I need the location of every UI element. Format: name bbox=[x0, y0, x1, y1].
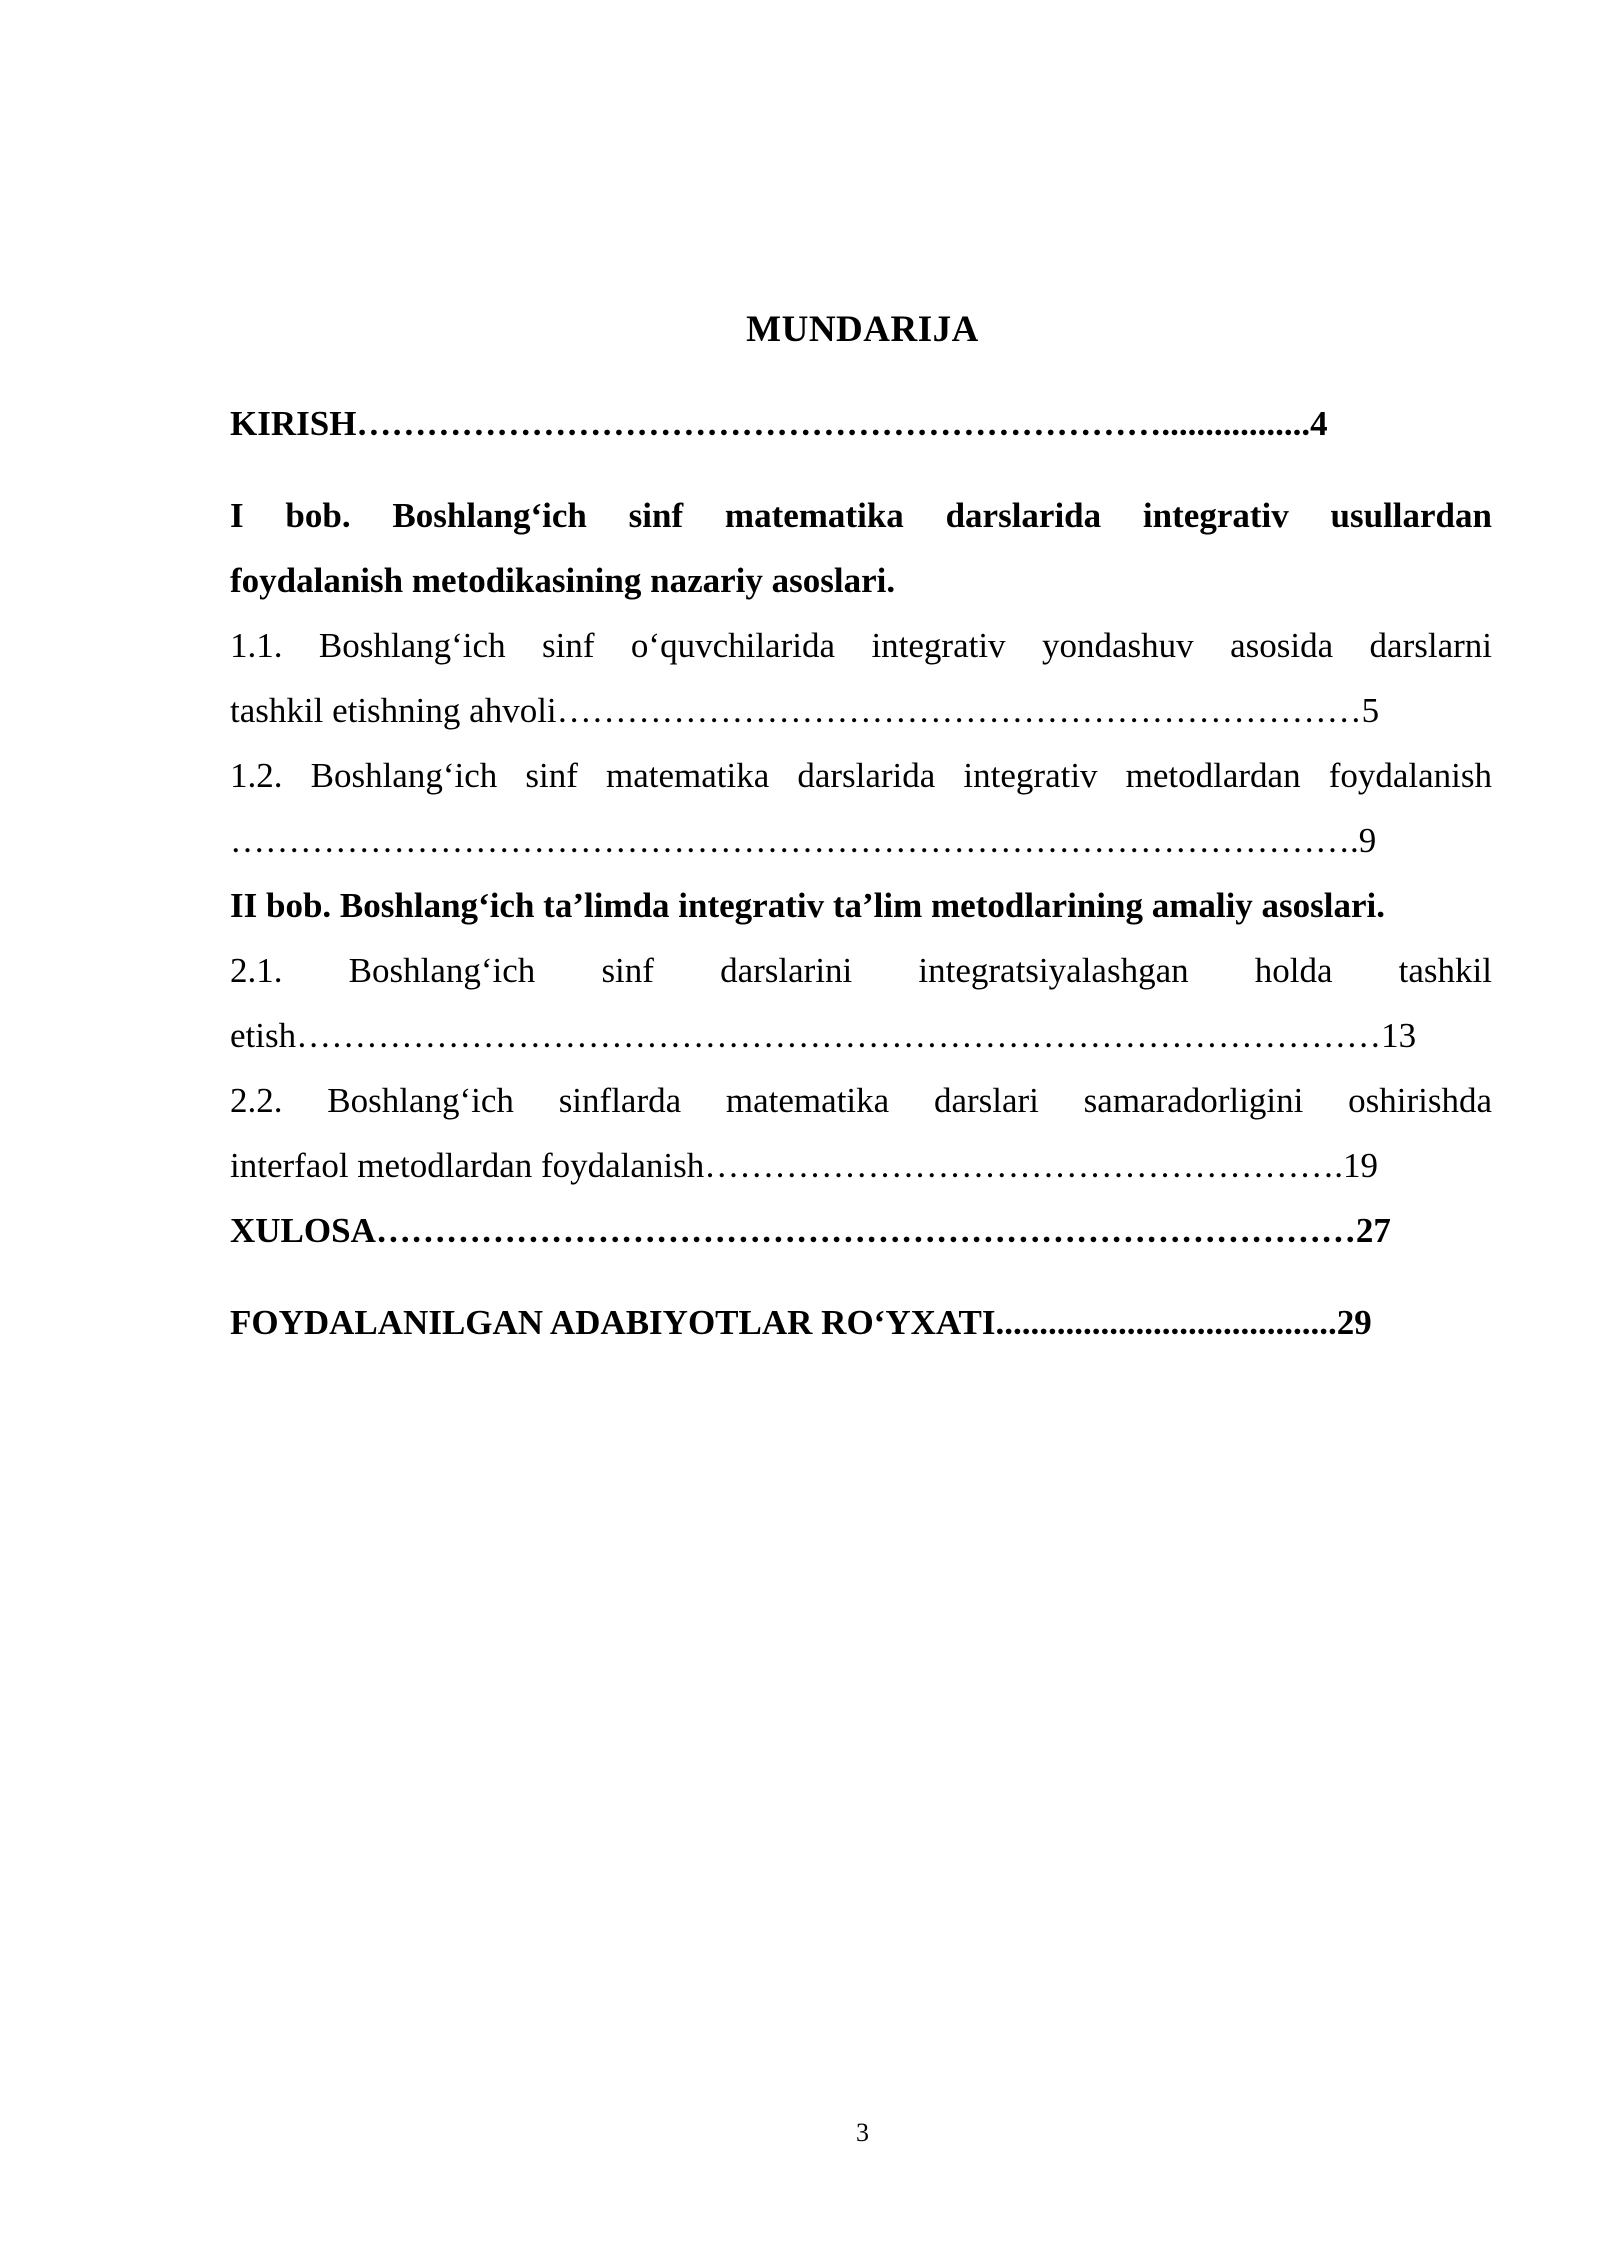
toc-chapter-1-line-1: I bob. Boshlang‘ich sinf matematika darslarida integrativ usullardan bbox=[230, 496, 1492, 535]
toc-section-1-2-line-2: …………………………………………………………………………………….9 bbox=[230, 821, 1377, 860]
toc-entry-xulosa: XULOSA…………………………………………………………………………27 bbox=[230, 1211, 1391, 1250]
toc-section-1-2-line-1: 1.2. Boshlang‘ich sinf matematika darslarida integrativ metodlardan foydalanish bbox=[230, 756, 1492, 795]
page-number: 3 bbox=[856, 2118, 869, 2147]
toc-section-1-1-line-2: tashkil etishning ahvoli……………………………………………………………5 bbox=[230, 691, 1380, 730]
toc-section-2-1-line-1: 2.1. Boshlang‘ich sinf darslarini integratsiyalashgan holda tashkil bbox=[230, 951, 1492, 990]
toc-section-2-2-line-2: interfaol metodlardan foydalanish……………………………………………….19 bbox=[230, 1146, 1379, 1185]
toc-section-2-2-line-1: 2.2. Boshlang‘ich sinflarda matematika darslari samaradorligini oshirishda bbox=[230, 1081, 1492, 1120]
toc-entry-references: FOYDALANILGAN ADABIYOTLAR RO‘YXATI.......................................29 bbox=[230, 1303, 1372, 1342]
toc-entry-kirish: KIRISH…………………………………………………………….................4 bbox=[230, 404, 1328, 443]
toc-chapter-2: II bob. Boshlang‘ich ta’limda integrativ ta’lim metodlarining amaliy asoslari. bbox=[230, 886, 1386, 925]
toc-chapter-1-line-2: foydalanish metodikasining nazariy asoslari. bbox=[230, 561, 896, 600]
toc-section-1-1-line-1: 1.1. Boshlang‘ich sinf o‘quvchilarida integrativ yondashuv asosida darslarni bbox=[230, 626, 1492, 665]
toc-title: MUNDARIJA bbox=[746, 309, 979, 350]
toc-section-2-1-line-2: etish…………………………………………………………………………………13 bbox=[230, 1016, 1417, 1055]
